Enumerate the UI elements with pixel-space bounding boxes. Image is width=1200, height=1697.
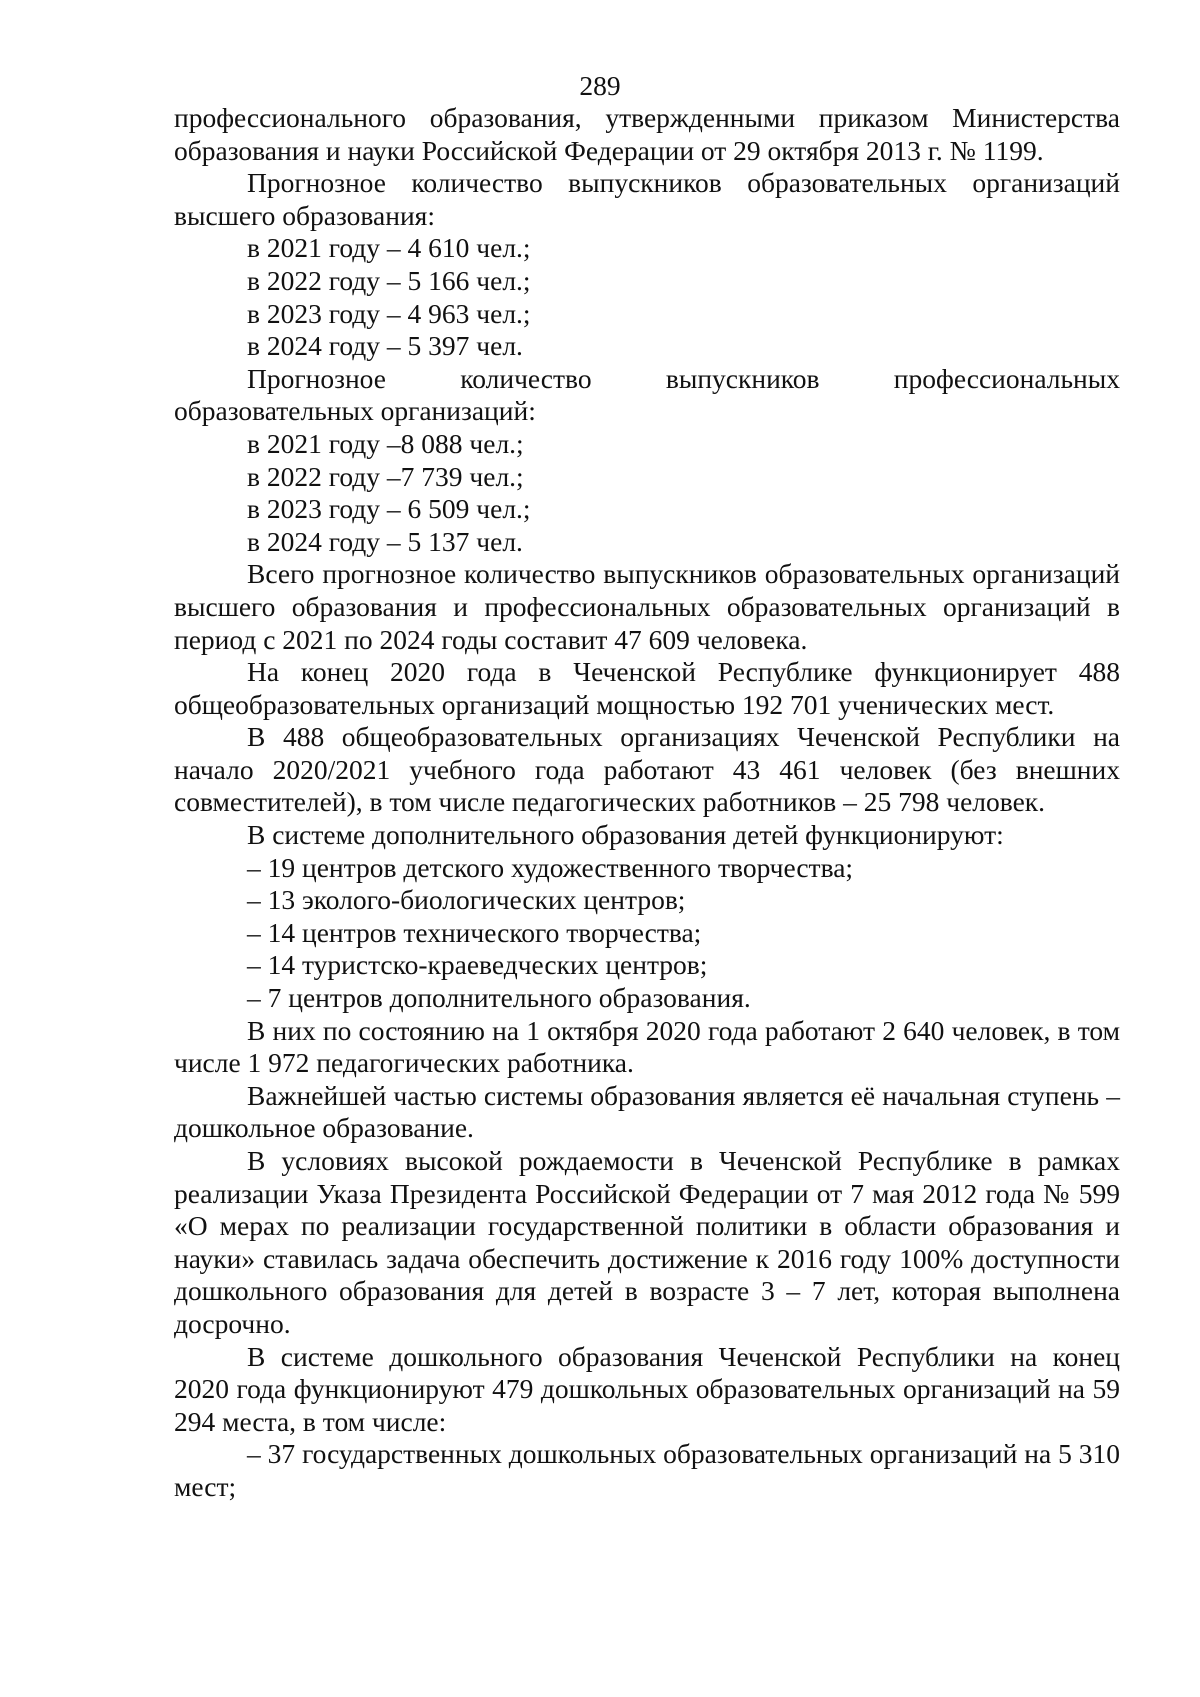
paragraph: В них по состоянию на 1 октября 2020 года работают 2 640 человек, в том числе 1 972 педагогических работника. (174, 1014, 1120, 1079)
list-item: – 7 центров дополнительного образования. (247, 982, 751, 1014)
paragraph: – 37 государственных дошкольных образовательных организаций на 5 310 мест; (174, 1438, 1120, 1502)
list-item: в 2022 году –7 739 чел.; (247, 460, 524, 492)
paragraph: Всего прогнозное количество выпускников образовательных организаций высшего образования и профессиональных образовательных организаций в период с 2021 по 2024 годы составит 47 609 человека. (174, 558, 1120, 655)
list-item: – 14 центров технического творчества; (247, 916, 702, 948)
paragraph: В 488 общеобразовательных организациях Чеченской Республики на начало 2020/2021 учебного года работают 43 461 человек (без внешних совместителей), в том числе педагогических работников – 25 798 человек. (174, 721, 1120, 818)
paragraph: Прогнозное количество выпускников профессиональных образовательных организаций: (174, 362, 1120, 427)
list-item: – 14 туристско-краеведческих центров; (247, 949, 708, 981)
list-item: В системе дополнительного образования детей функционируют: (247, 819, 1004, 851)
list-item: в 2024 году – 5 137 чел. (247, 525, 523, 557)
paragraph: Важнейшей частью системы образования является её начальная ступень – дошкольное образование. (174, 1079, 1120, 1144)
list-item: – 19 центров детского художественного творчества; (247, 851, 854, 883)
paragraph: В системе дошкольного образования Чеченской Республики на конец 2020 года функционируют 479 дошкольных образовательных организаций на 59 294 места, в том числе: (174, 1340, 1120, 1437)
list-item: в 2023 году – 4 963 чел.; (247, 297, 531, 329)
list-item: в 2021 году –8 088 чел.; (247, 427, 524, 459)
list-item: в 2023 году – 6 509 чел.; (247, 493, 531, 525)
page-number: 289 (579, 70, 621, 101)
list-item: – 13 эколого-биологических центров; (247, 884, 686, 916)
document-body (174, 102, 1120, 1504)
list-item: в 2024 году – 5 397 чел. (247, 330, 523, 362)
list-item: в 2021 году – 4 610 чел.; (247, 232, 531, 264)
paragraph: В условиях высокой рождаемости в Чеченской Республике в рамках реализации Указа Президента Российской Федерации от 7 мая 2012 года № 599 «О мерах по реализации государственной политики в области образования и науки» ставилась задача обеспечить достижение к 2016 году 100% доступности дошкольного образования для детей в возрасте 3 – 7 лет, которая выполнена досрочно. (174, 1145, 1120, 1339)
paragraph: профессионального образования, утвержденными приказом Министерства образования и науки Российской Федерации от 29 октября 2013 г. № 1199. (174, 102, 1120, 166)
paragraph: На конец 2020 года в Чеченской Республике функционирует 488 общеобразовательных организаций мощностью 192 701 ученических мест. (174, 656, 1120, 720)
paragraph: Прогнозное количество выпускников образовательных организаций высшего образования: (174, 167, 1120, 231)
list-item: в 2022 году – 5 166 чел.; (247, 264, 531, 296)
